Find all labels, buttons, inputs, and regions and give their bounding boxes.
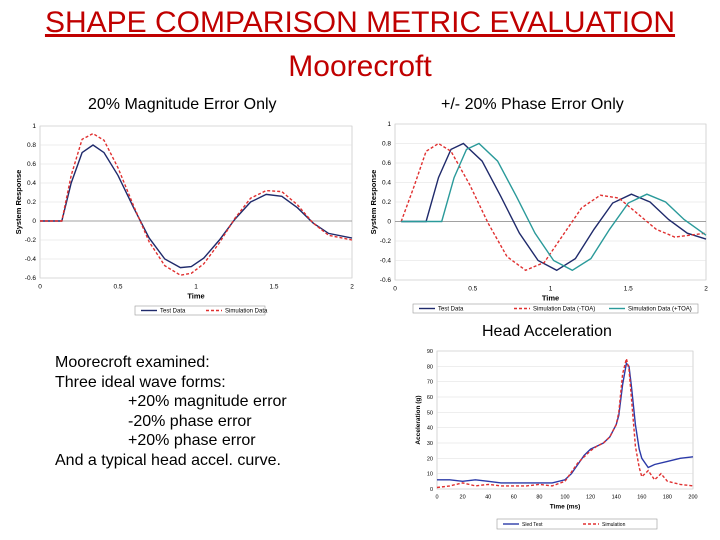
text-line-indented: +20% magnitude error bbox=[128, 393, 287, 410]
y-axis-title: System Response bbox=[369, 169, 378, 235]
series-line bbox=[401, 144, 706, 271]
y-tick-label: 50 bbox=[426, 410, 433, 417]
y-tick-label: -0.4 bbox=[379, 257, 391, 265]
y-tick-label: -0.2 bbox=[379, 238, 391, 245]
description-text bbox=[55, 353, 287, 470]
x-tick-label: 2 bbox=[350, 283, 354, 291]
text-line: Three ideal wave forms: bbox=[55, 373, 226, 391]
legend-entry: Simulation Data (+TOA) bbox=[628, 306, 692, 313]
panel-label-magnitude: 20% Magnitude Error Only bbox=[88, 96, 277, 113]
slide-subtitle: Moorecroft bbox=[288, 50, 432, 83]
y-tick-label: 70 bbox=[426, 379, 433, 386]
y-tick-label: -0.6 bbox=[379, 277, 391, 284]
head-acceleration-chart bbox=[395, 343, 705, 533]
x-tick-label: 60 bbox=[510, 494, 517, 501]
x-tick-label: 80 bbox=[536, 494, 543, 501]
y-tick-label: 0.4 bbox=[26, 180, 36, 187]
y-tick-label: 1 bbox=[32, 123, 36, 130]
y-tick-label: 10 bbox=[426, 471, 433, 478]
x-tick-label: 1 bbox=[548, 285, 553, 293]
text-line: And a typical head accel. curve. bbox=[55, 451, 281, 469]
x-tick-label: 100 bbox=[560, 494, 570, 501]
y-tick-label: 40 bbox=[426, 425, 433, 432]
x-axis-title: Time bbox=[187, 291, 205, 301]
series-line bbox=[437, 363, 693, 483]
x-tick-label: 20 bbox=[459, 494, 466, 501]
y-tick-label: 0 bbox=[32, 218, 36, 225]
y-axis-title: System Response bbox=[14, 169, 23, 235]
y-tick-label: 0.4 bbox=[381, 179, 391, 187]
x-tick-label: 0.5 bbox=[113, 283, 123, 291]
series-line bbox=[437, 359, 693, 488]
magnitude-error-chart bbox=[5, 118, 360, 318]
y-tick-label: 0 bbox=[429, 487, 433, 493]
y-axis-title: Acceleration (g) bbox=[415, 395, 422, 445]
legend-entry: Simulation Data (-TOA) bbox=[533, 306, 596, 313]
x-axis-title: Time bbox=[541, 293, 560, 303]
y-tick-label: 0.6 bbox=[381, 160, 391, 167]
y-tick-label: 0.8 bbox=[26, 142, 36, 149]
panel-label-head-accel: Head Acceleration bbox=[482, 323, 612, 340]
y-tick-label: -0.2 bbox=[24, 237, 36, 244]
x-tick-label: 0 bbox=[393, 285, 397, 293]
series-line bbox=[40, 145, 352, 268]
slide-title: SHAPE COMPARISON METRIC EVALUATION bbox=[44, 6, 676, 39]
legend-box bbox=[497, 519, 657, 529]
x-tick-label: 160 bbox=[637, 494, 647, 501]
phase-error-chart bbox=[358, 118, 713, 318]
x-tick-label: 180 bbox=[662, 494, 672, 501]
x-tick-label: 1.5 bbox=[623, 285, 633, 293]
y-tick-label: -0.6 bbox=[24, 275, 36, 282]
legend-entry: Test Data bbox=[160, 308, 186, 315]
series-line bbox=[401, 144, 706, 271]
x-axis-title: Time (ms) bbox=[549, 503, 581, 511]
x-tick-label: 140 bbox=[611, 494, 621, 501]
text-line-indented: +20% phase error bbox=[128, 432, 256, 449]
text-line-indented: -20% phase error bbox=[128, 412, 252, 430]
legend-entry: Sled Test bbox=[522, 522, 543, 528]
y-tick-label: 80 bbox=[426, 364, 433, 371]
y-tick-label: 0.6 bbox=[26, 161, 36, 168]
x-tick-label: 40 bbox=[485, 494, 492, 501]
y-tick-label: 1 bbox=[387, 121, 391, 128]
text-line: Moorecroft examined: bbox=[55, 354, 210, 371]
legend-entry: Simulation bbox=[602, 522, 626, 528]
x-tick-label: 2 bbox=[704, 285, 708, 293]
panel-label-phase: +/- 20% Phase Error Only bbox=[441, 96, 624, 113]
y-tick-label: -0.4 bbox=[24, 256, 36, 263]
x-tick-label: 0 bbox=[435, 494, 439, 501]
legend-entry: Test Data bbox=[438, 306, 464, 313]
x-tick-label: 0 bbox=[38, 283, 42, 291]
y-tick-label: 20 bbox=[426, 456, 433, 463]
x-tick-label: 1.5 bbox=[269, 283, 279, 291]
plot-area bbox=[437, 351, 693, 489]
series-line bbox=[40, 134, 352, 276]
x-tick-label: 0.5 bbox=[468, 285, 478, 293]
x-tick-label: 200 bbox=[688, 494, 698, 501]
x-tick-label: 1 bbox=[194, 283, 198, 291]
y-tick-label: 0.2 bbox=[26, 199, 36, 206]
y-tick-label: 0 bbox=[387, 218, 391, 226]
y-tick-label: 0.8 bbox=[381, 140, 391, 148]
y-tick-label: 60 bbox=[426, 395, 433, 401]
y-tick-label: 0.2 bbox=[381, 199, 391, 206]
y-tick-label: 30 bbox=[426, 441, 433, 447]
legend-entry: Simulation Data bbox=[225, 308, 268, 315]
y-tick-label: 90 bbox=[426, 349, 433, 355]
x-tick-label: 120 bbox=[586, 494, 596, 501]
series-line bbox=[401, 144, 706, 271]
